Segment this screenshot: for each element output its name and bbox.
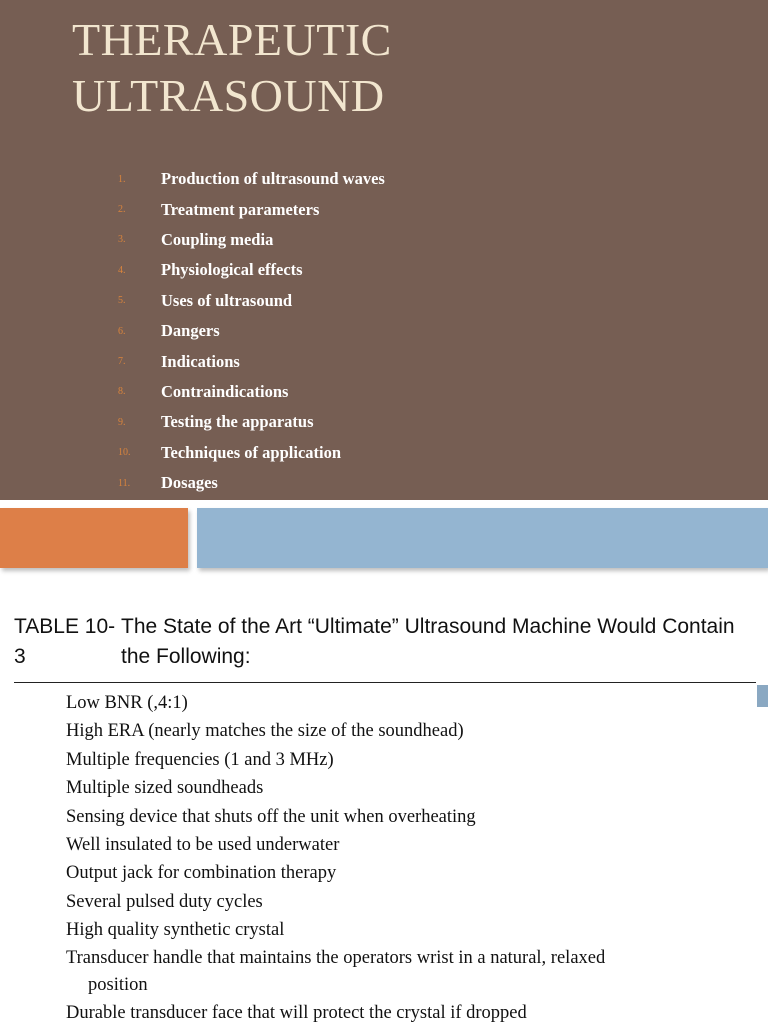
table-item-text: Transducer handle that maintains the operators wrist in a natural, relaxed <box>66 947 606 968</box>
agenda-list <box>118 164 385 498</box>
table-number: TABLE 10-3 <box>14 615 116 668</box>
agenda-item-number: 6. <box>118 325 126 337</box>
slide-edge-fragment <box>757 685 768 707</box>
table-item: High ERA (nearly matches the size of the soundhead) <box>66 721 464 742</box>
table-item: Multiple frequencies (1 and 3 MHz) <box>66 749 334 770</box>
agenda-item-number: 11. <box>118 477 131 489</box>
table-item-list <box>66 689 746 1027</box>
agenda-item-label: Treatment parameters <box>161 199 320 219</box>
agenda-item <box>118 286 385 316</box>
table-item: Durable transducer face that will protect the crystal if dropped <box>66 1002 527 1023</box>
slide-title-line-1: THERAPEUTIC <box>72 14 392 65</box>
title-slide <box>0 0 768 500</box>
agenda-item <box>118 438 385 468</box>
slide-title-line-2: ULTRASOUND <box>72 70 385 121</box>
table-caption-line-2: the Following: <box>121 645 251 668</box>
agenda-item <box>118 225 385 255</box>
table-item: High quality synthetic crystal <box>66 920 285 941</box>
table-item <box>66 945 746 999</box>
agenda-item-number: 4. <box>118 264 126 276</box>
agenda-item-label: Uses of ultrasound <box>161 290 293 310</box>
agenda-item-label: Testing the apparatus <box>161 412 314 432</box>
agenda-item-label: Techniques of application <box>161 442 342 462</box>
agenda-item-label: Contraindications <box>161 381 289 401</box>
agenda-item-number: 9. <box>118 416 126 428</box>
agenda-item-label: Production of ultrasound waves <box>161 169 385 189</box>
agenda-item <box>118 316 385 346</box>
table-caption-line-1: The State of the Art “Ultimate” Ultrasound Machine Would Contain <box>121 615 735 638</box>
accent-bar-blue <box>197 508 768 568</box>
agenda-item-label: Indications <box>161 351 240 371</box>
agenda-item <box>118 468 385 498</box>
table-item: Low BNR (,4:1) <box>66 693 188 713</box>
agenda-item-number: 8. <box>118 386 126 398</box>
slide-title <box>72 12 392 124</box>
accent-bar-orange <box>0 508 188 568</box>
table-item: Several pulsed duty cycles <box>66 891 263 912</box>
agenda-item-label: Coupling media <box>161 229 274 249</box>
agenda-item <box>118 255 385 285</box>
agenda-item-number: 3. <box>118 234 126 246</box>
agenda-item-number: 5. <box>118 295 126 307</box>
agenda-item-label: Dangers <box>161 321 220 341</box>
table-item: Well insulated to be used underwater <box>66 835 340 856</box>
agenda-item <box>118 164 385 194</box>
agenda-item <box>118 377 385 407</box>
table-item: Output jack for combination therapy <box>66 863 337 884</box>
table-rule <box>14 682 756 683</box>
agenda-item <box>118 194 385 224</box>
table-item: Sensing device that shuts off the unit when overheating <box>66 806 476 827</box>
table-caption <box>121 612 761 672</box>
table-item-continuation: position <box>88 974 148 995</box>
agenda-item-number: 2. <box>118 204 126 216</box>
agenda-item-label: Dosages <box>161 473 218 493</box>
agenda-item-number: 10. <box>118 447 131 459</box>
agenda-item-number: 1. <box>118 173 126 185</box>
agenda-item-number: 7. <box>118 356 126 368</box>
agenda-item-label: Physiological effects <box>161 260 303 280</box>
agenda-item <box>118 407 385 437</box>
agenda-item <box>118 346 385 376</box>
table-item: Multiple sized soundheads <box>66 778 264 799</box>
